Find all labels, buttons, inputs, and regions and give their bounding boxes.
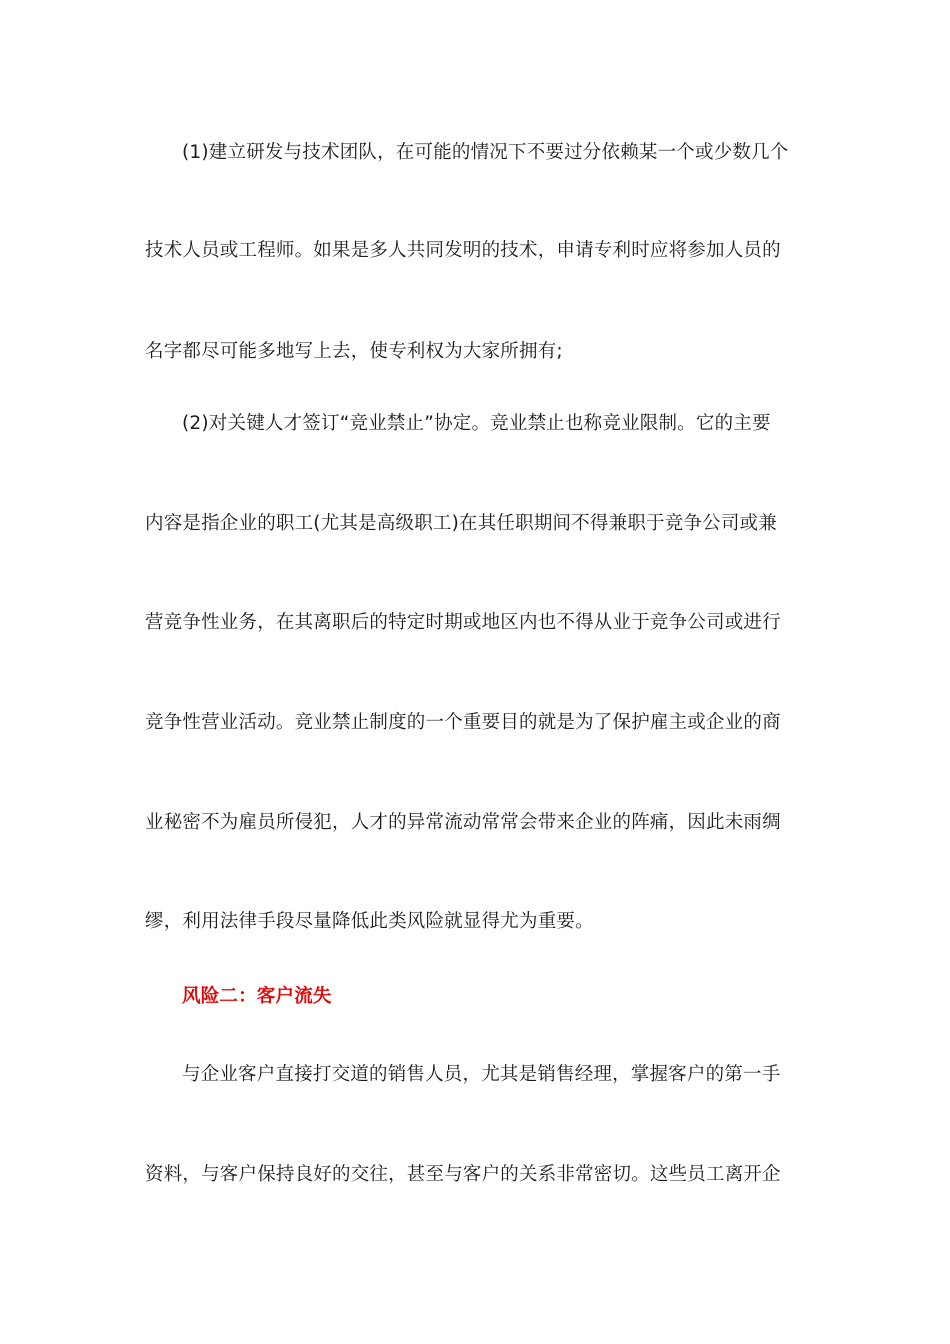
paragraph-2-line-3: 营竞争性业务，在其离职后的特定时期或地区内也不得从业于竞争公司或进行 <box>145 612 781 633</box>
paragraph-2-line-4: 竞争性营业活动。竞业禁止制度的一个重要目的就是为了保护雇主或企业的商 <box>145 712 781 733</box>
paragraph-2-line-5: 业秘密不为雇员所侵犯，人才的异常流动常常会带来企业的阵痛，因此未雨绸 <box>145 812 781 833</box>
paragraph-2-line-2: 内容是指企业的职工(尤其是高级职工)在其任职期间不得兼职于竞争公司或兼 <box>145 513 777 534</box>
paragraph-2-line-1: (2)对关键人才签订“竞业禁止”协定。竞业禁止也称竞业限制。它的主要 <box>182 413 771 434</box>
paragraph-3-line-1: 与企业客户直接打交道的销售人员，尤其是销售经理，掌握客户的第一手 <box>182 1064 781 1085</box>
section-heading: 风险二：客户流失 <box>182 986 332 1007</box>
paragraph-3-line-2: 资料，与客户保持良好的交往，甚至与客户的关系非常密切。这些员工离开企 <box>145 1164 781 1185</box>
paragraph-2-line-6: 缪，利用法律手段尽量降低此类风险就显得尤为重要。 <box>145 911 594 932</box>
paragraph-1-line-3: 名字都尽可能多地写上去，使专利权为大家所拥有; <box>145 341 563 362</box>
paragraph-1-line-2: 技术人员或工程师。如果是多人共同发明的技术，申请专利时应将参加人员的 <box>145 240 781 261</box>
paragraph-1-line-1: (1)建立研发与技术团队，在可能的情况下不要过分依赖某一个或少数几个 <box>182 142 789 163</box>
